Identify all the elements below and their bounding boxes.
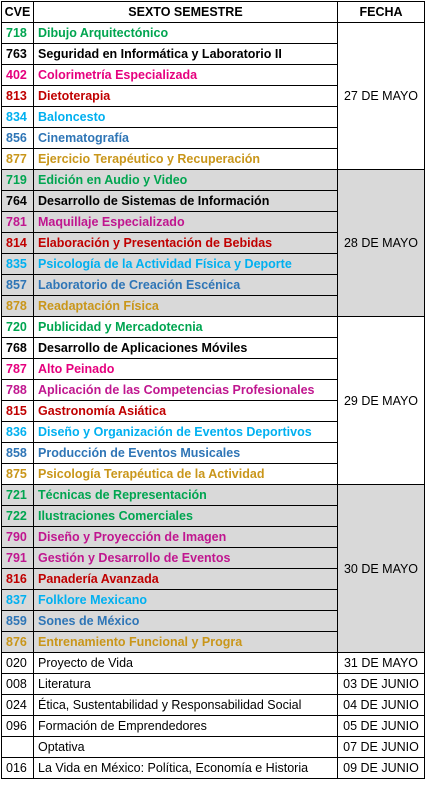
subject-name: Optativa xyxy=(34,737,338,758)
subject-name: Panadería Avanzada xyxy=(34,569,338,590)
subject-code: 815 xyxy=(2,401,34,422)
subject-name: Proyecto de Vida xyxy=(34,653,338,674)
exam-date: 28 DE MAYO xyxy=(338,170,425,317)
subject-code: 788 xyxy=(2,380,34,401)
subject-code: 763 xyxy=(2,44,34,65)
table-row xyxy=(2,317,425,338)
exam-date: 05 DE JUNIO xyxy=(338,716,425,737)
table-row xyxy=(2,716,425,737)
subject-name: Gastronomía Asiática xyxy=(34,401,338,422)
subject-name: Elaboración y Presentación de Bebidas xyxy=(34,233,338,254)
subject-name: Baloncesto xyxy=(34,107,338,128)
subject-name: Psicología Terapéutica de la Actividad xyxy=(34,464,338,485)
table-row xyxy=(2,758,425,779)
subject-code: 878 xyxy=(2,296,34,317)
subject-code: 857 xyxy=(2,275,34,296)
exam-date: 27 DE MAYO xyxy=(338,23,425,170)
subject-code: 781 xyxy=(2,212,34,233)
subject-name: Psicología de la Actividad Física y Deporte xyxy=(34,254,338,275)
subject-code: 719 xyxy=(2,170,34,191)
exam-date: 04 DE JUNIO xyxy=(338,695,425,716)
subject-name: Técnicas de Representación xyxy=(34,485,338,506)
subject-code: 016 xyxy=(2,758,34,779)
schedule-body xyxy=(2,23,425,779)
subject-name: Producción de Eventos Musicales xyxy=(34,443,338,464)
subject-name: Ejercicio Terapéutico y Recuperación xyxy=(34,149,338,170)
subject-name: Formación de Emprendedores xyxy=(34,716,338,737)
subject-name: Entrenamiento Funcional y Progra xyxy=(34,632,338,653)
exam-date: 07 DE JUNIO xyxy=(338,737,425,758)
subject-code: 835 xyxy=(2,254,34,275)
subject-name: Seguridad en Informática y Laboratorio II xyxy=(34,44,338,65)
exam-schedule-table xyxy=(1,1,425,779)
subject-code: 813 xyxy=(2,86,34,107)
subject-name: Alto Peinado xyxy=(34,359,338,380)
table-row xyxy=(2,695,425,716)
subject-name: La Vida en México: Política, Economía e Historia xyxy=(34,758,338,779)
subject-code: 877 xyxy=(2,149,34,170)
exam-date: 09 DE JUNIO xyxy=(338,758,425,779)
exam-date: 03 DE JUNIO xyxy=(338,674,425,695)
subject-name: Folklore Mexicano xyxy=(34,590,338,611)
subject-code: 008 xyxy=(2,674,34,695)
subject-code: 096 xyxy=(2,716,34,737)
table-row xyxy=(2,674,425,695)
subject-code: 875 xyxy=(2,464,34,485)
subject-code: 768 xyxy=(2,338,34,359)
subject-code: 764 xyxy=(2,191,34,212)
subject-name: Colorimetría Especializada xyxy=(34,65,338,86)
subject-code: 720 xyxy=(2,317,34,338)
header-row xyxy=(2,2,425,23)
subject-name: Dibujo Arquitectónico xyxy=(34,23,338,44)
table-row xyxy=(2,737,425,758)
subject-code: 787 xyxy=(2,359,34,380)
table-row xyxy=(2,23,425,44)
subject-name: Dietoterapia xyxy=(34,86,338,107)
subject-code: 024 xyxy=(2,695,34,716)
subject-name: Diseño y Proyección de Imagen xyxy=(34,527,338,548)
exam-date: 31 DE MAYO xyxy=(338,653,425,674)
subject-code: 837 xyxy=(2,590,34,611)
subject-code: 814 xyxy=(2,233,34,254)
exam-date: 30 DE MAYO xyxy=(338,485,425,653)
subject-name: Literatura xyxy=(34,674,338,695)
header-semestre: SEXTO SEMESTRE xyxy=(34,2,338,23)
table-row xyxy=(2,653,425,674)
subject-code: 791 xyxy=(2,548,34,569)
subject-name: Sones de México xyxy=(34,611,338,632)
subject-name: Cinematografía xyxy=(34,128,338,149)
subject-code: 856 xyxy=(2,128,34,149)
subject-name: Maquillaje Especializado xyxy=(34,212,338,233)
subject-name: Edición en Audio y Video xyxy=(34,170,338,191)
subject-code: 876 xyxy=(2,632,34,653)
subject-name: Laboratorio de Creación Escénica xyxy=(34,275,338,296)
header-fecha: FECHA xyxy=(338,2,425,23)
subject-name: Readaptación Física xyxy=(34,296,338,317)
subject-name: Aplicación de las Competencias Profesionales xyxy=(34,380,338,401)
subject-code: 721 xyxy=(2,485,34,506)
subject-code xyxy=(2,737,34,758)
subject-name: Desarrollo de Sistemas de Información xyxy=(34,191,338,212)
subject-code: 859 xyxy=(2,611,34,632)
table-row xyxy=(2,485,425,506)
subject-name: Ética, Sustentabilidad y Responsabilidad Social xyxy=(34,695,338,716)
table-row xyxy=(2,170,425,191)
subject-code: 020 xyxy=(2,653,34,674)
subject-code: 718 xyxy=(2,23,34,44)
subject-code: 834 xyxy=(2,107,34,128)
subject-name: Desarrollo de Aplicaciones Móviles xyxy=(34,338,338,359)
subject-code: 816 xyxy=(2,569,34,590)
subject-name: Diseño y Organización de Eventos Deportivos xyxy=(34,422,338,443)
subject-code: 722 xyxy=(2,506,34,527)
subject-code: 402 xyxy=(2,65,34,86)
subject-code: 790 xyxy=(2,527,34,548)
header-cve: CVE xyxy=(2,2,34,23)
exam-date: 29 DE MAYO xyxy=(338,317,425,485)
subject-code: 858 xyxy=(2,443,34,464)
subject-code: 836 xyxy=(2,422,34,443)
subject-name: Gestión y Desarrollo de Eventos xyxy=(34,548,338,569)
subject-name: Ilustraciones Comerciales xyxy=(34,506,338,527)
subject-name: Publicidad y Mercadotecnia xyxy=(34,317,338,338)
